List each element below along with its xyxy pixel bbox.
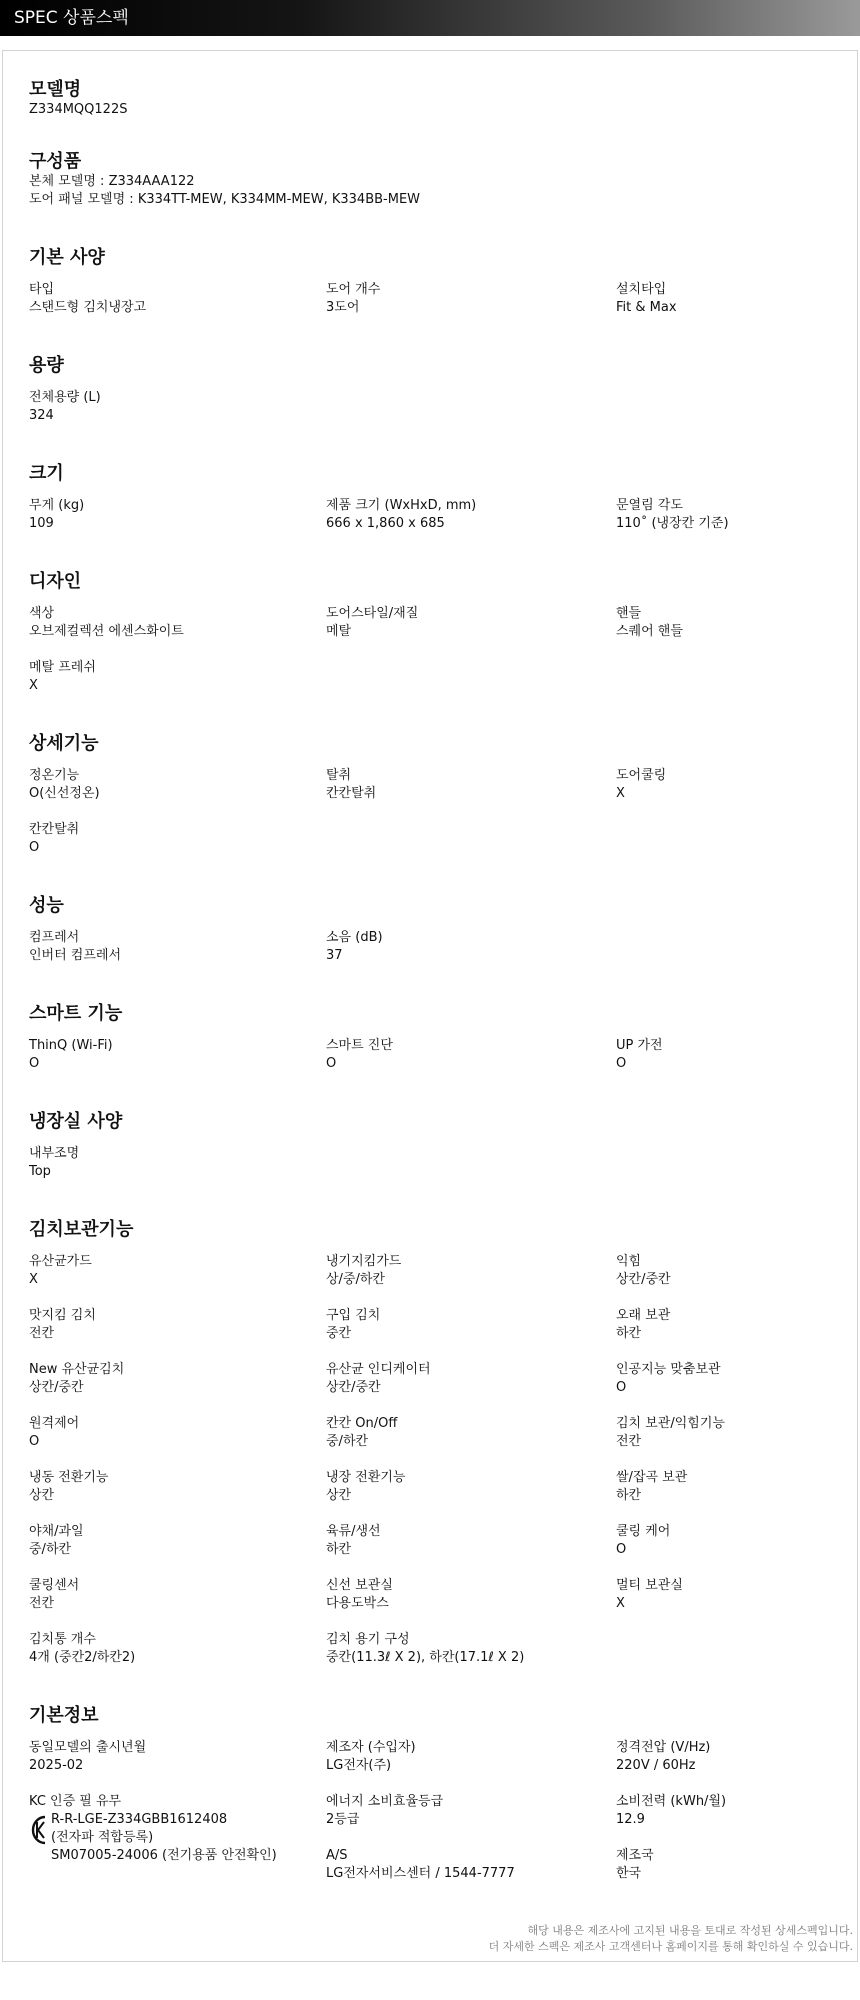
spec-label: 원격제어 bbox=[29, 1416, 80, 1431]
spec-item-constant-temp bbox=[29, 767, 319, 803]
spec-row bbox=[29, 1361, 839, 1399]
spec-value: O bbox=[616, 1380, 627, 1395]
spec-value: O bbox=[616, 1542, 627, 1557]
spec-value: O bbox=[29, 840, 40, 855]
spec-panel bbox=[2, 50, 858, 1962]
spec-label: 메탈 프레쉬 bbox=[29, 660, 96, 675]
spec-item bbox=[29, 1577, 319, 1613]
spec-label: 냉기지킴가드 bbox=[326, 1254, 402, 1269]
spec-label: 유산균 인디케이터 bbox=[326, 1362, 431, 1377]
section-title-components: 구성품 bbox=[29, 151, 82, 172]
spec-label: 쿨링센서 bbox=[29, 1578, 80, 1593]
spec-item-type bbox=[29, 281, 319, 317]
spec-label: 김치 용기 구성 bbox=[326, 1632, 410, 1647]
spec-label: 김치 보관/익힘기능 bbox=[616, 1416, 725, 1431]
spec-value: O bbox=[29, 1056, 40, 1071]
section-components bbox=[29, 151, 839, 209]
spec-row bbox=[29, 821, 839, 859]
spec-value: X bbox=[616, 1596, 625, 1611]
spec-value: Top bbox=[29, 1164, 51, 1179]
spec-label: 핸들 bbox=[616, 606, 642, 621]
spec-value: 324 bbox=[29, 408, 54, 423]
spec-item-release-date bbox=[29, 1739, 319, 1775]
spec-label: 동일모델의 출시년월 bbox=[29, 1740, 147, 1755]
spec-value: 666 x 1,860 x 685 bbox=[326, 516, 445, 531]
spec-item-deodorize bbox=[326, 767, 616, 803]
spec-item-weight bbox=[29, 497, 319, 533]
spec-value: LG전자(주) bbox=[326, 1758, 392, 1773]
spec-label: 탈취 bbox=[326, 768, 352, 783]
spec-row bbox=[29, 1577, 839, 1615]
spec-value: 전칸 bbox=[29, 1326, 55, 1341]
spec-item-compartment-deodorize bbox=[29, 821, 319, 857]
spec-item bbox=[616, 1415, 860, 1451]
spec-label: 스마트 진단 bbox=[326, 1038, 393, 1053]
spec-value: 중/하칸 bbox=[29, 1542, 72, 1557]
spec-value: O bbox=[326, 1056, 337, 1071]
spec-label: 신선 보관실 bbox=[326, 1578, 393, 1593]
section-title-basic: 기본 사양 bbox=[29, 247, 105, 268]
spec-row bbox=[29, 1307, 839, 1345]
spec-item bbox=[29, 1523, 319, 1559]
spec-item-manufacturer bbox=[326, 1739, 616, 1775]
spec-value: X bbox=[616, 786, 625, 801]
spec-item-smart-diagnosis bbox=[326, 1037, 616, 1073]
spec-item-up-appliance bbox=[616, 1037, 860, 1073]
spec-value: 상칸 bbox=[29, 1488, 55, 1503]
spec-row bbox=[29, 281, 839, 319]
spec-label: 칸칸탈취 bbox=[29, 822, 80, 837]
spec-label: 제조자 (수입자) bbox=[326, 1740, 416, 1755]
spec-value: LG전자서비스센터 / 1544-7777 bbox=[326, 1866, 515, 1881]
spec-value: 110˚ (냉장칸 기준) bbox=[616, 516, 729, 531]
spec-item bbox=[326, 1361, 616, 1397]
spec-item bbox=[29, 1415, 319, 1451]
spec-value: 다용도박스 bbox=[326, 1596, 389, 1611]
spec-item-country bbox=[616, 1847, 860, 1883]
spec-label: 도어스타일/재질 bbox=[326, 606, 419, 621]
spec-label: UP 가전 bbox=[616, 1038, 663, 1053]
spec-label: 도어쿨링 bbox=[616, 768, 667, 783]
spec-label: 인공지능 맞춤보관 bbox=[616, 1362, 721, 1377]
spec-value: 상칸/중칸 bbox=[616, 1272, 671, 1287]
spec-label: 칸칸 On/Off bbox=[326, 1416, 398, 1431]
spec-label: 설치타입 bbox=[616, 282, 667, 297]
spec-label: 에너지 소비효율등급 bbox=[326, 1794, 444, 1809]
kc-cert-number: R-R-LGE-Z334GBB1612408 bbox=[51, 1812, 228, 1827]
spec-row bbox=[29, 1469, 839, 1507]
section-size bbox=[29, 463, 839, 531]
spec-label: 멀티 보관실 bbox=[616, 1578, 683, 1593]
spec-label: 소비전력 (kWh/월) bbox=[616, 1794, 727, 1809]
section-title-smart: 스마트 기능 bbox=[29, 1003, 123, 1024]
section-title-detail: 상세기능 bbox=[29, 733, 99, 754]
section-title-kimchi: 김치보관기능 bbox=[29, 1219, 134, 1240]
spec-item-rated-voltage bbox=[616, 1739, 860, 1775]
spec-disclaimer bbox=[433, 1923, 853, 1955]
kc-cert-type: (전자파 적합등록) bbox=[51, 1830, 154, 1845]
spec-item-handle bbox=[616, 605, 860, 641]
section-model bbox=[29, 79, 839, 119]
disclaimer-line: 해당 내용은 제조사에 고지된 내용을 토대로 작성된 상세스펙입니다. bbox=[527, 1924, 853, 1937]
section-fridge bbox=[29, 1111, 839, 1179]
spec-item bbox=[326, 1307, 616, 1343]
spec-value: 상칸 bbox=[326, 1488, 352, 1503]
spec-row bbox=[29, 1253, 839, 1291]
spec-item bbox=[616, 1577, 860, 1613]
spec-value: 칸칸탈취 bbox=[326, 786, 377, 801]
section-title-design: 디자인 bbox=[29, 571, 82, 592]
spec-label: 제조국 bbox=[616, 1848, 654, 1863]
spec-item bbox=[616, 1361, 860, 1397]
spec-header-title: SPEC 상품스펙 bbox=[14, 8, 129, 28]
spec-value: 중/하칸 bbox=[326, 1434, 369, 1449]
section-kimchi bbox=[29, 1219, 839, 1665]
spec-item-dimensions bbox=[326, 497, 616, 533]
spec-label: 무게 (kg) bbox=[29, 498, 85, 513]
spec-item-interior-light bbox=[29, 1145, 319, 1181]
section-basic bbox=[29, 247, 839, 315]
spec-label: 전체용량 (L) bbox=[29, 390, 101, 405]
section-title-size: 크기 bbox=[29, 463, 64, 484]
spec-row bbox=[29, 1739, 839, 1777]
spec-value: 37 bbox=[326, 948, 343, 963]
section-title-model: 모델명 bbox=[29, 79, 82, 100]
section-design bbox=[29, 571, 839, 693]
spec-row bbox=[29, 1631, 839, 1669]
spec-value: 전칸 bbox=[29, 1596, 55, 1611]
spec-label: 구입 김치 bbox=[326, 1308, 381, 1323]
spec-item-noise bbox=[326, 929, 616, 965]
spec-row bbox=[29, 605, 839, 643]
section-title-info: 기본정보 bbox=[29, 1705, 99, 1726]
spec-value: 메탈 bbox=[326, 624, 352, 639]
spec-row bbox=[29, 659, 839, 697]
spec-value: 2025-02 bbox=[29, 1758, 84, 1773]
spec-value: 220V / 60Hz bbox=[616, 1758, 696, 1773]
spec-label: 김치통 개수 bbox=[29, 1632, 96, 1647]
kc-safety-number: SM07005-24006 (전기용품 안전확인) bbox=[51, 1848, 277, 1863]
model-number: Z334MQQ122S bbox=[29, 102, 128, 117]
spec-value: X bbox=[29, 1272, 38, 1287]
spec-row bbox=[29, 1793, 839, 1883]
spec-label: 맛지킴 김치 bbox=[29, 1308, 96, 1323]
spec-item-power-consumption bbox=[616, 1793, 860, 1829]
spec-value: 상칸/중칸 bbox=[29, 1380, 84, 1395]
spec-value: O bbox=[616, 1056, 627, 1071]
spec-item-compressor bbox=[29, 929, 319, 965]
spec-label: 제품 크기 (WxHxD, mm) bbox=[326, 498, 477, 513]
spec-value: 중칸 bbox=[326, 1326, 352, 1341]
spec-item-door-cooling bbox=[616, 767, 860, 803]
spec-label: 정격전압 (V/Hz) bbox=[616, 1740, 711, 1755]
spec-row bbox=[29, 1523, 839, 1561]
spec-item bbox=[616, 1307, 860, 1343]
spec-row bbox=[29, 1415, 839, 1453]
spec-value: 상/중/하칸 bbox=[326, 1272, 385, 1287]
section-smart bbox=[29, 1003, 839, 1071]
spec-header-bar bbox=[0, 0, 860, 36]
spec-label: New 유산균김치 bbox=[29, 1362, 125, 1377]
spec-label: KC 인증 필 유무 bbox=[29, 1794, 122, 1809]
spec-label: 쿨링 케어 bbox=[616, 1524, 671, 1539]
section-info bbox=[29, 1705, 839, 1881]
spec-label: A/S bbox=[326, 1848, 348, 1863]
spec-item bbox=[326, 1253, 616, 1289]
spec-value: 상칸/중칸 bbox=[326, 1380, 381, 1395]
spec-row bbox=[29, 1037, 839, 1075]
spec-item-energy-grade bbox=[326, 1793, 616, 1829]
spec-item-thinq bbox=[29, 1037, 319, 1073]
spec-label: 익힘 bbox=[616, 1254, 642, 1269]
spec-item-install-type bbox=[616, 281, 860, 317]
spec-value: O bbox=[29, 1434, 40, 1449]
section-title-performance: 성능 bbox=[29, 895, 64, 916]
spec-item bbox=[29, 1631, 319, 1667]
spec-item bbox=[29, 1253, 319, 1289]
section-capacity bbox=[29, 355, 839, 423]
section-detail bbox=[29, 733, 839, 855]
disclaimer-line: 더 자세한 스펙은 제조사 고객센터나 홈페이지를 통해 확인하실 수 있습니다. bbox=[488, 1940, 853, 1953]
spec-label: 냉장 전환기능 bbox=[326, 1470, 406, 1485]
spec-value: 4개 (중칸2/하칸2) bbox=[29, 1650, 136, 1665]
spec-item bbox=[616, 1253, 860, 1289]
spec-item-door-count bbox=[326, 281, 616, 317]
spec-label: 오래 보관 bbox=[616, 1308, 671, 1323]
spec-value: 한국 bbox=[616, 1866, 642, 1881]
kc-mark-icon bbox=[29, 1813, 49, 1847]
spec-item bbox=[616, 1469, 860, 1505]
spec-value: 하칸 bbox=[326, 1542, 352, 1557]
spec-item-color bbox=[29, 605, 319, 641]
spec-value: 12.9 bbox=[616, 1812, 645, 1827]
spec-value: Fit & Max bbox=[616, 300, 677, 315]
spec-row bbox=[29, 929, 839, 967]
spec-value: 하칸 bbox=[616, 1488, 642, 1503]
spec-label: 타입 bbox=[29, 282, 55, 297]
spec-label: 정온기능 bbox=[29, 768, 80, 783]
spec-label: 냉동 전환기능 bbox=[29, 1470, 109, 1485]
spec-value: 109 bbox=[29, 516, 54, 531]
spec-value: 2등급 bbox=[326, 1812, 360, 1827]
spec-label: 문열림 각도 bbox=[616, 498, 683, 513]
spec-value: X bbox=[29, 678, 38, 693]
spec-item-after-service bbox=[326, 1847, 616, 1883]
section-performance bbox=[29, 895, 839, 963]
spec-row bbox=[29, 389, 839, 427]
spec-label: 도어 개수 bbox=[326, 282, 381, 297]
spec-item-kc-cert bbox=[29, 1793, 319, 1865]
spec-item bbox=[326, 1415, 616, 1451]
spec-row bbox=[29, 497, 839, 535]
section-title-capacity: 용량 bbox=[29, 355, 64, 376]
spec-value: 스퀘어 핸들 bbox=[616, 624, 683, 639]
spec-item bbox=[29, 1469, 319, 1505]
spec-label: 내부조명 bbox=[29, 1146, 80, 1161]
spec-value: 3도어 bbox=[326, 300, 360, 315]
spec-item bbox=[326, 1469, 616, 1505]
spec-label: 유산균가드 bbox=[29, 1254, 92, 1269]
spec-value: 오브제컬렉션 에센스화이트 bbox=[29, 624, 184, 639]
spec-label: 쌀/잡곡 보관 bbox=[616, 1470, 688, 1485]
spec-value: 하칸 bbox=[616, 1326, 642, 1341]
section-title-fridge: 냉장실 사양 bbox=[29, 1111, 123, 1132]
spec-item bbox=[29, 1307, 319, 1343]
spec-item bbox=[326, 1577, 616, 1613]
spec-item-door-angle bbox=[616, 497, 860, 533]
spec-item-metal-fresh bbox=[29, 659, 319, 695]
spec-label: 야채/과일 bbox=[29, 1524, 84, 1539]
spec-item bbox=[326, 1523, 616, 1559]
spec-row bbox=[29, 767, 839, 805]
spec-value: O(신선정온) bbox=[29, 786, 100, 801]
spec-value: 인버터 컴프레서 bbox=[29, 948, 122, 963]
spec-label: ThinQ (Wi-Fi) bbox=[29, 1038, 113, 1053]
spec-value: 스탠드형 김치냉장고 bbox=[29, 300, 147, 315]
components-body-model: 본체 모델명 : Z334AAA122 bbox=[29, 174, 195, 189]
kc-cert-text bbox=[51, 1811, 227, 1847]
spec-item-total-capacity bbox=[29, 389, 319, 425]
spec-item bbox=[326, 1631, 646, 1667]
kc-cert-block bbox=[29, 1811, 319, 1847]
spec-label: 소음 (dB) bbox=[326, 930, 383, 945]
spec-label: 컴프레서 bbox=[29, 930, 80, 945]
spec-item-door-style bbox=[326, 605, 616, 641]
spec-item bbox=[29, 1361, 319, 1397]
spec-label: 육류/생선 bbox=[326, 1524, 381, 1539]
spec-row bbox=[29, 1145, 839, 1183]
components-door-panel-models: 도어 패널 모델명 : K334TT-MEW, K334MM-MEW, K334BB-MEW bbox=[29, 192, 421, 207]
spec-value: 중칸(11.3ℓ X 2), 하칸(17.1ℓ X 2) bbox=[326, 1650, 525, 1665]
spec-item bbox=[616, 1523, 860, 1559]
spec-value: 전칸 bbox=[616, 1434, 642, 1449]
spec-label: 색상 bbox=[29, 606, 55, 621]
